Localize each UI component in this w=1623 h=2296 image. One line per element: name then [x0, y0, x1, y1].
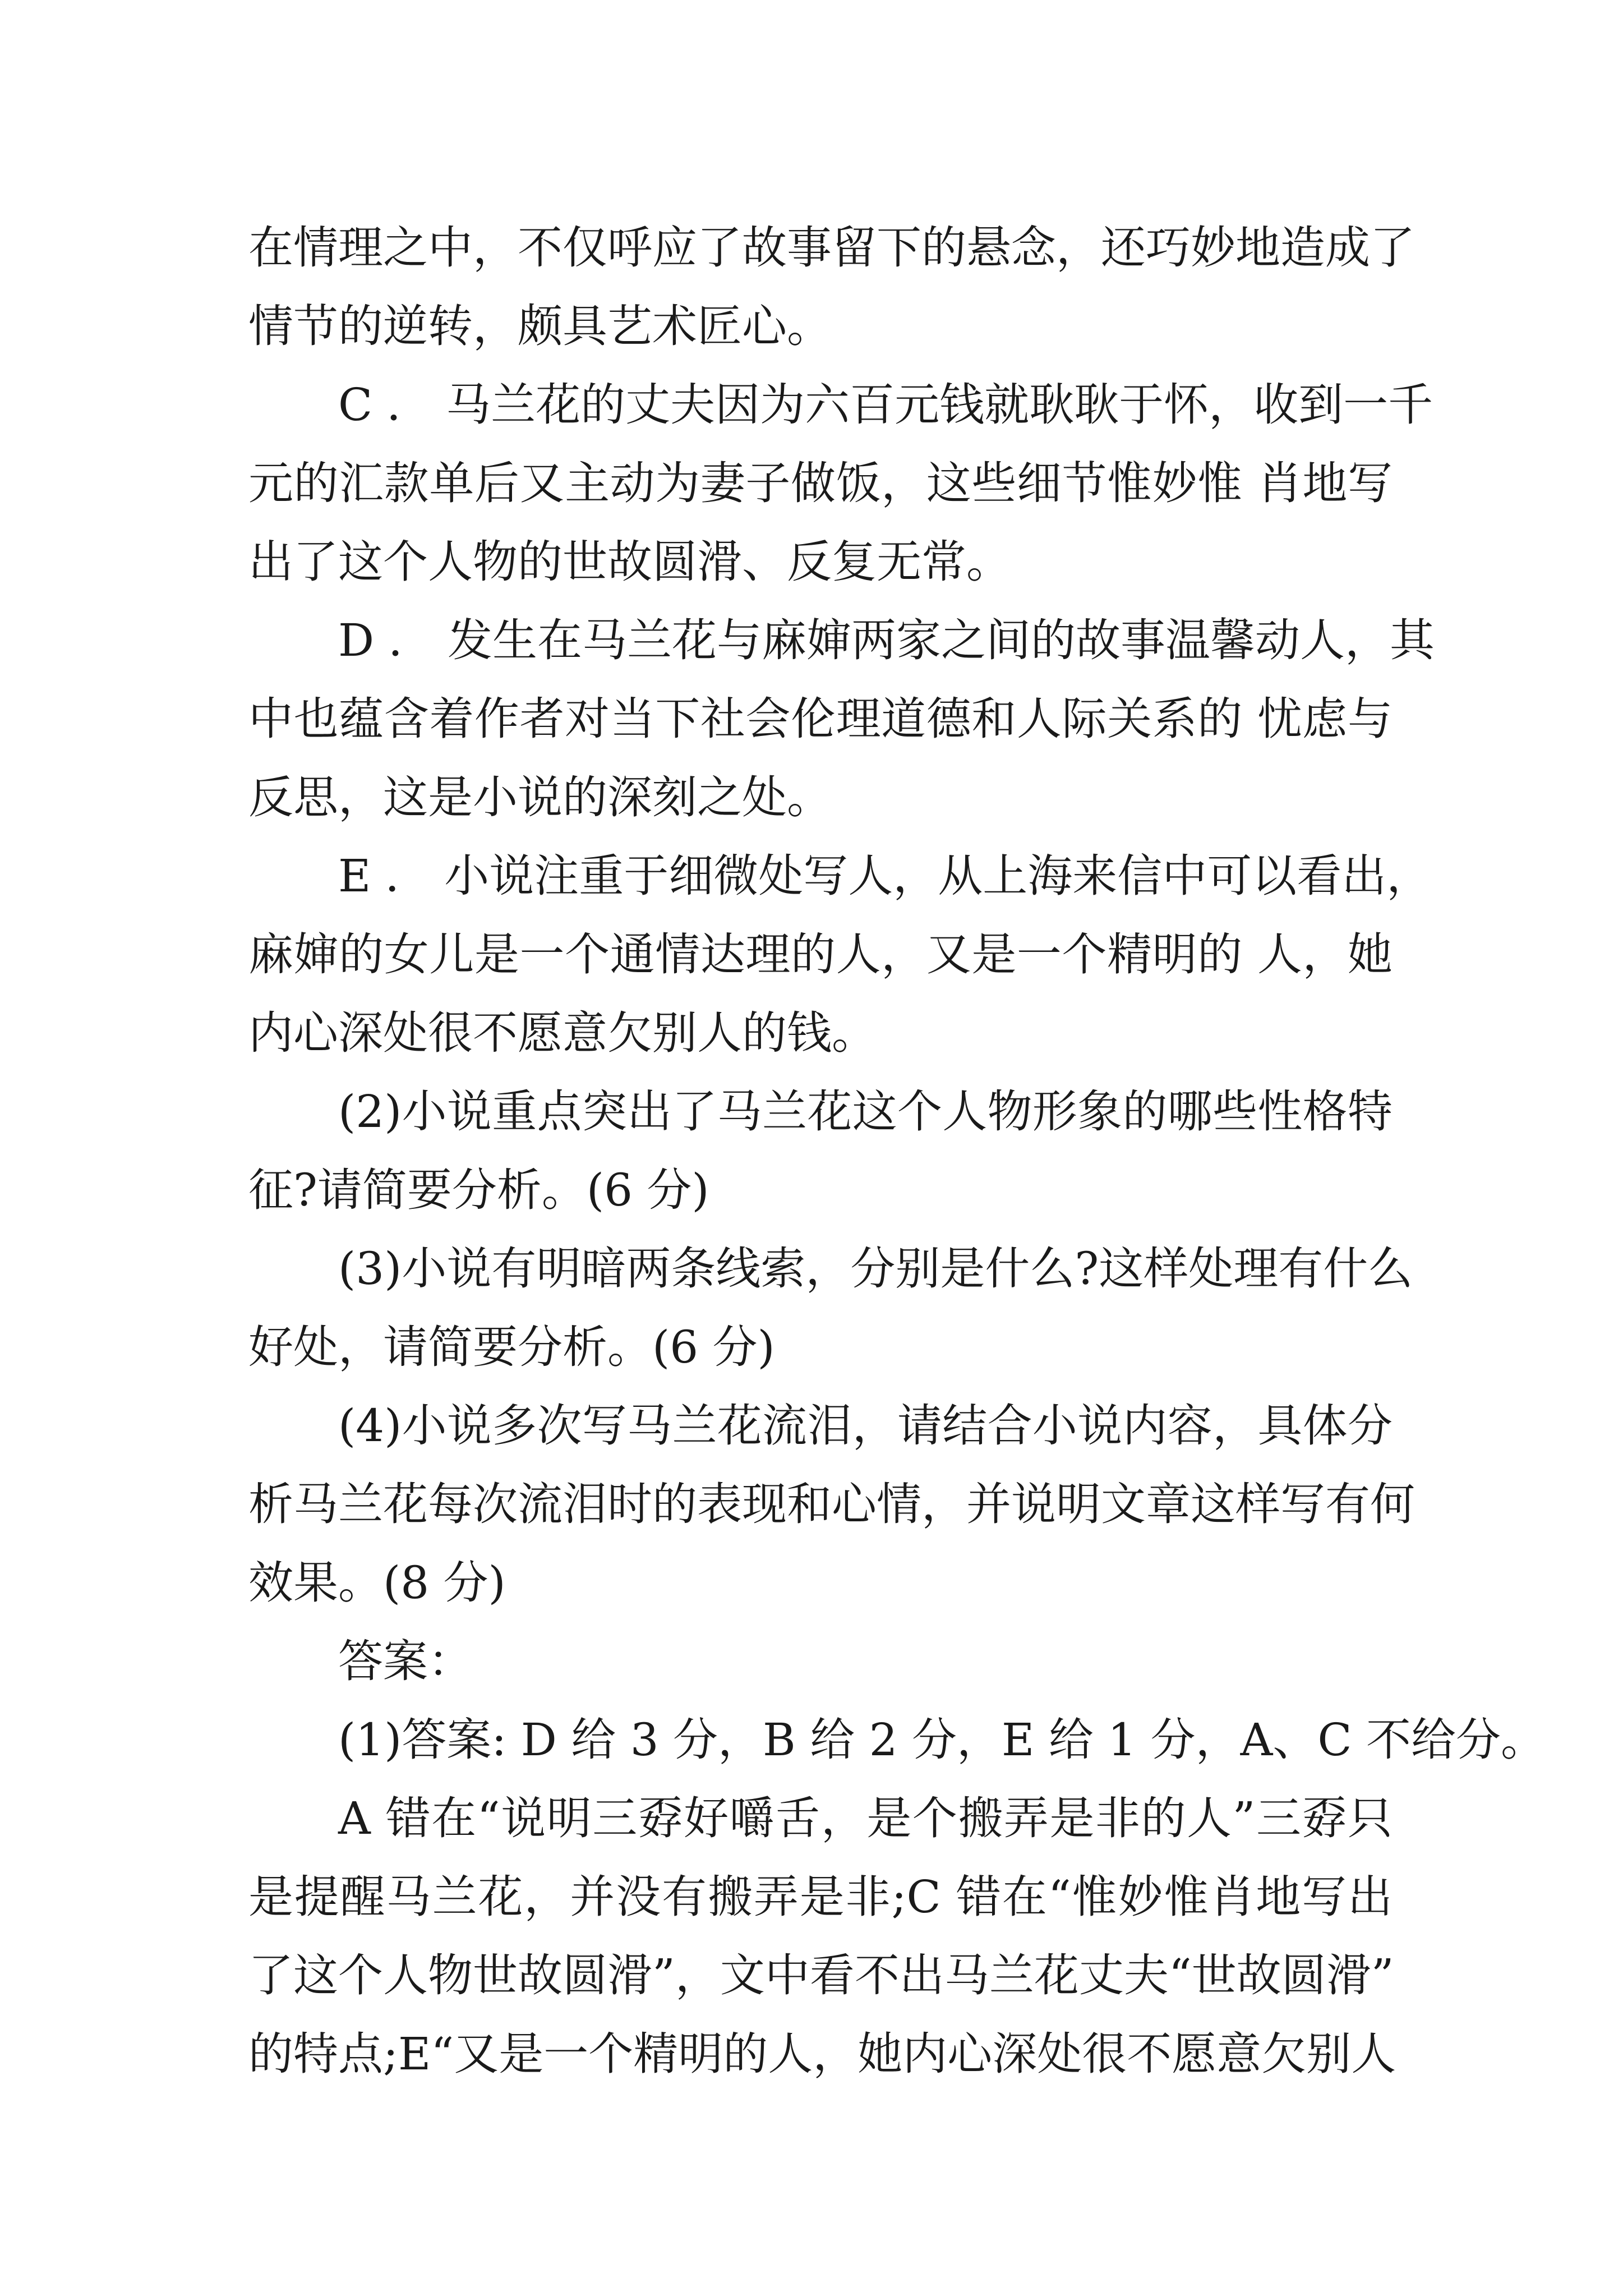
option-d-line-2: 中也蕴含着作者对当下社会伦理道德和人际关系的 忧虑与: [248, 693, 1393, 745]
option-c-line-2: 元的汇款单后又主动为妻子做饭，这些细节惟妙惟 肖地写: [248, 457, 1393, 509]
answer-1-line-2: A 错在“说明三孬好嚼舌，是个搬弄是非的人”三孬只: [338, 1792, 1393, 1844]
answer-1-line-1: (1)答案: D 给 3 分，B 给 2 分，E 给 1 分，A、C 不给分。: [338, 1714, 1546, 1766]
question-3-line-1: (3)小说有明暗两条线索，分别是什么?这样处理有什么: [338, 1243, 1413, 1295]
question-2-line-2: 征?请简要分析。(6 分): [248, 1164, 709, 1216]
option-d-line-1: D ． 发生在马兰花与麻婶两家之间的故事温馨动人，其: [338, 614, 1435, 666]
option-e-line-2: 麻婶的女儿是一个通情达理的人，又是一个精明的 人，她: [248, 928, 1393, 981]
option-e-line-1: E ． 小说注重于细微处写人，从上海来信中可以看出，: [338, 850, 1432, 902]
question-4-line-3: 效果。(8 分): [248, 1557, 506, 1609]
option-c-line-1: C ． 马兰花的丈夫因为六百元钱就耿耿于怀，收到一千: [338, 379, 1433, 431]
answer-1-line-5: 的特点;E“又是一个精明的人，她内心深处很不愿意欠别人: [248, 2028, 1396, 2080]
question-4-line-1: (4)小说多次写马兰花流泪，请结合小说内容，具体分: [338, 1400, 1393, 1452]
text-line-1: 在情理之中，不仅呼应了故事留下的悬念，还巧妙地造成了: [248, 222, 1415, 274]
question-2-line-1: (2)小说重点突出了马兰花这个人物形象的哪些性格特: [338, 1085, 1393, 1138]
option-e-line-3: 内心深处很不愿意欠别人的钱。: [248, 1007, 877, 1059]
answer-1-line-4: 了这个人物世故圆滑”，文中看不出马兰花丈夫“世故圆滑”: [248, 1949, 1394, 2001]
body-text: [248, 209, 1546, 2093]
option-d-line-3: 反思，这是小说的深刻之处。: [248, 771, 832, 823]
text-line-2: 情节的逆转，颇具艺术匠心。: [248, 300, 832, 352]
option-c-line-3: 出了这个人物的世故圆滑、反复无常。: [248, 536, 1011, 588]
question-4-line-2: 析马兰花每次流泪时的表现和心情，并说明文章这样写有何: [248, 1478, 1415, 1530]
question-3-line-2: 好处，请简要分析。(6 分): [248, 1321, 775, 1373]
answer-1-line-3: 是提醒马兰花，并没有搬弄是非;C 错在“惟妙惟肖地写出: [248, 1871, 1393, 1923]
answer-heading: 答案：: [338, 1635, 473, 1687]
